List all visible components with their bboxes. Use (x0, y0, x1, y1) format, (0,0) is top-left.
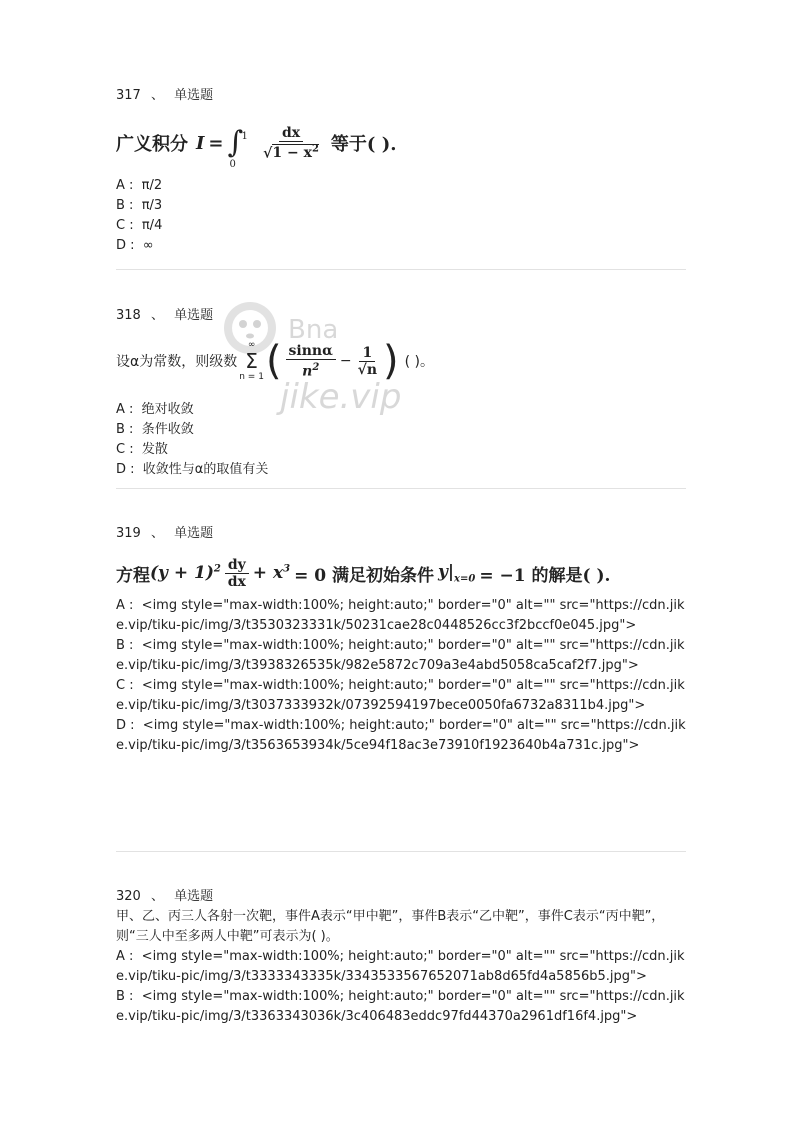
question-header (116, 524, 686, 544)
option-key: B : (116, 198, 134, 213)
term-fraction-2: $\frac{1}{√n}$ (357, 344, 378, 378)
question-type: 单选题 (174, 526, 214, 541)
stem-lead: 广义积分 (116, 134, 188, 155)
stem-plus-term: + $x^3$ (252, 563, 291, 583)
question-number: 319 (116, 526, 141, 541)
option-key: B : (116, 989, 134, 1004)
option-text: <img style="max-width:100%; height:auto;" border="0" alt="" src="https://cdn.jike.vip/tiku-pic/img/3/t3563653934k/5ce94f18ac3e73910f1923640b4a731c.jpg"> (116, 718, 686, 753)
option-key: A : (116, 402, 134, 417)
option-a[interactable] (116, 596, 686, 636)
question-stem-formula (116, 334, 686, 388)
watermark-site: jike.vip (280, 377, 402, 417)
option-text: π/2 (141, 178, 163, 193)
stem-tail: 等于( ). (330, 134, 397, 155)
watermark-brand: Bna (288, 315, 339, 345)
option-text: 条件收敛 (141, 422, 194, 437)
question-318 (116, 306, 686, 480)
option-b[interactable] (116, 420, 686, 440)
stem-lead: 设α为常数，则级数 (116, 354, 238, 370)
option-text: 发散 (141, 442, 168, 457)
option-c[interactable] (116, 440, 686, 460)
stem-variable: I (196, 132, 205, 154)
paren-right: ) (383, 338, 399, 384)
option-key: B : (116, 422, 134, 437)
option-a[interactable] (116, 400, 686, 420)
question-divider (116, 851, 686, 852)
option-key: A : (116, 598, 134, 613)
question-319 (116, 524, 686, 756)
option-b[interactable] (116, 636, 686, 676)
question-divider (116, 269, 686, 270)
option-a[interactable] (116, 947, 686, 987)
question-type: 单选题 (174, 889, 214, 904)
integral-upper: 1 (241, 131, 248, 142)
option-key: D : (116, 238, 135, 253)
stem-lead: 方程 (116, 565, 150, 586)
option-key: A : (116, 949, 134, 964)
option-d[interactable] (116, 460, 686, 480)
option-c[interactable] (116, 676, 686, 716)
question-type: 单选题 (174, 308, 214, 323)
question-header (116, 86, 686, 106)
question-number: 318 (116, 308, 141, 323)
sum-top: ∞ (247, 340, 256, 350)
option-text: π/3 (141, 198, 163, 213)
question-320 (116, 887, 686, 1027)
question-separator: 、 (150, 526, 164, 541)
question-number: 320 (116, 889, 141, 904)
option-a[interactable] (116, 176, 686, 196)
fraction-denominator: $√1 - x^2$ (263, 143, 319, 162)
fraction-numerator: dx (279, 125, 303, 142)
question-stem-text: 甲、乙、丙三人各射一次靶，事件A表示“甲中靶”，事件B表示“乙中靶”，事件C表示“丙中靶”，则“三人中至多两人中靶”可表示为( )。 (116, 909, 665, 944)
option-c[interactable] (116, 216, 686, 236)
sum-sign (239, 340, 264, 382)
option-text: ∞ (142, 238, 154, 253)
option-text: 绝对收敛 (141, 402, 194, 417)
option-text: <img style="max-width:100%; height:auto;" border="0" alt="" src="https://cdn.jike.vip/tiku-pic/img/3/t3037333932k/07392594197bece0050fa6732a8311b4.jpg"> (116, 678, 685, 713)
question-number: 317 (116, 88, 141, 103)
stem-tail: ( )。 (404, 354, 434, 370)
option-d[interactable] (116, 236, 686, 256)
stem-mid: = 0 满足初始条件 (294, 565, 434, 586)
question-stem-formula (116, 550, 686, 596)
stem-rhs: = −1 的解是( ). (479, 565, 611, 586)
radicand: $1 - x^2$ (272, 143, 319, 162)
question-separator: 、 (150, 889, 164, 904)
options-list (116, 400, 686, 480)
question-type: 单选题 (174, 88, 214, 103)
question-stem-formula (116, 118, 686, 168)
minus-sign: − (339, 353, 352, 369)
option-key: C : (116, 678, 134, 693)
option-text: 收敛性与α的取值有关 (142, 462, 269, 477)
question-divider (116, 488, 686, 489)
option-text: <img style="max-width:100%; height:auto;" border="0" alt="" src="https://cdn.jike.vip/tiku-pic/img/3/t3938326535k/982e5872c709a3e4abd5058ca5caf2f7.jpg"> (116, 638, 685, 673)
option-key: D : (116, 462, 135, 477)
integrand-fraction (261, 125, 321, 162)
options-list (116, 596, 686, 756)
option-text: π/4 (141, 218, 163, 233)
term-fraction-1: $\frac{\sin n\alpha}{n^2}$ (286, 343, 336, 380)
option-d[interactable] (116, 716, 686, 756)
options-list (116, 947, 686, 1027)
options-list (116, 176, 686, 256)
option-text: <img style="max-width:100%; height:auto;" border="0" alt="" src="https://cdn.jike.vip/tiku-pic/img/3/t3530323331k/50231cae28c0448526cc3f2bccf0e045.jpg"> (116, 598, 685, 633)
question-separator: 、 (150, 88, 164, 103)
option-key: A : (116, 178, 134, 193)
option-key: C : (116, 218, 134, 233)
option-b[interactable] (116, 987, 686, 1027)
sum-bottom: n = 1 (239, 372, 264, 382)
option-key: D : (116, 718, 135, 733)
question-317 (116, 86, 686, 256)
question-header (116, 887, 686, 907)
option-text: <img style="max-width:100%; height:auto;" border="0" alt="" src="https://cdn.jike.vip/tiku-pic/img/3/t3363343036k/3c406483eddc97fd44370a2961df16f4.jpg"> (116, 989, 685, 1024)
question-separator: 、 (150, 308, 164, 323)
option-text: <img style="max-width:100%; height:auto;" border="0" alt="" src="https://cdn.jike.vip/tiku-pic/img/3/t3333343335k/3343533567652071ab8d65fd4a5856b5.jpg"> (116, 949, 685, 984)
integral-lower: 0 (229, 159, 236, 170)
stem-base: $(y + 1)^2$ (150, 563, 221, 583)
question-header (116, 306, 686, 326)
option-key: C : (116, 442, 134, 457)
option-b[interactable] (116, 196, 686, 216)
stem-equals: = (208, 132, 224, 154)
derivative-fraction: $\frac{dy}{dx}$ (225, 557, 249, 590)
sigma-icon: Σ (245, 349, 258, 373)
option-key: B : (116, 638, 134, 653)
stem-yvar: $y|_{x=0}$ (437, 561, 476, 585)
paren-left: ( (265, 338, 282, 384)
integral-sign: ∫ 1 0 (228, 128, 244, 158)
